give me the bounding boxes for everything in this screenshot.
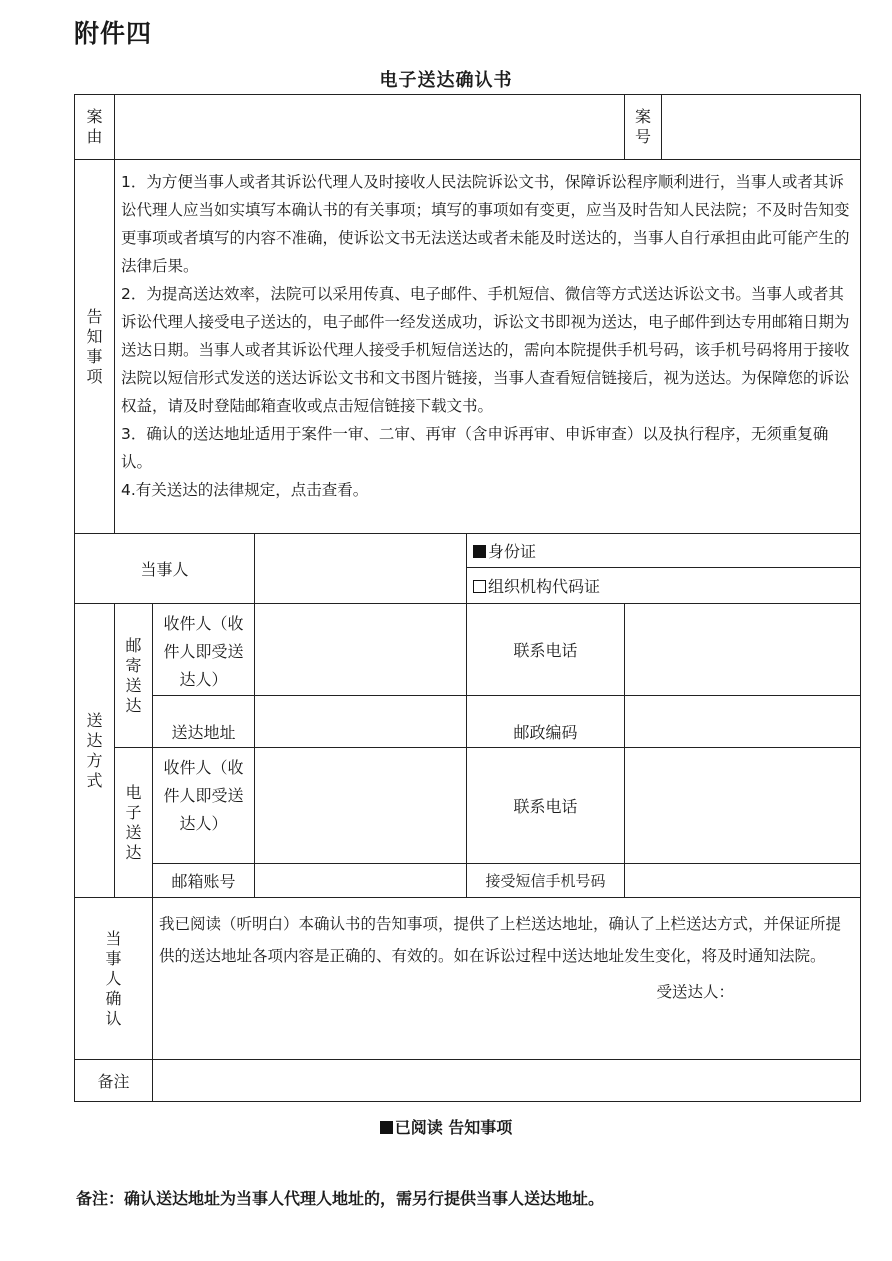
postal-address-field[interactable] xyxy=(255,696,467,748)
postcode-field[interactable] xyxy=(625,696,861,748)
delivery-method-label: 送达方式 xyxy=(86,710,103,790)
email-label-cell xyxy=(153,864,255,898)
notice-item-2: 2．为提高送达效率，法院可以采用传真、电子邮件、手机短信、微信等方式送达诉讼文书。当事人或者其诉讼代理人接受电子送达的，电子邮件一经发送成功，诉讼文书即视为送达，电子邮件到达专用邮箱日期为送达日期。当事人或者其诉讼代理人接受手机短信送达的，需向本院提供手机号码，该手机号码将用于接收法院以短信形式发送的送达诉讼文书和文书图片链接，当事人查看短信链接后，视为送达。为保障您的诉讼权益，请及时登陆邮箱查收或点击短信链接下载文书。 xyxy=(121,285,850,415)
postal-delivery-label: 邮寄送达 xyxy=(125,635,142,715)
party-label: 当事人 xyxy=(140,560,189,579)
notice-label-cell xyxy=(75,160,115,534)
electronic-recipient-field[interactable] xyxy=(255,748,467,864)
postal-phone-label: 联系电话 xyxy=(513,641,578,660)
delivery-confirmation-form xyxy=(74,94,861,1102)
case-cause-field[interactable] xyxy=(115,95,625,160)
postcode-label: 邮政编码 xyxy=(513,723,578,742)
case-number-label-cell xyxy=(625,95,662,159)
read-notice-label: 已阅读 告知事项 xyxy=(394,1118,513,1137)
sms-label: 接受短信手机号码 xyxy=(485,872,606,890)
confirmation-label-cell xyxy=(75,898,153,1060)
confirmation-text: 我已阅读（听明白）本确认书的告知事项，提供了上栏送达地址，确认了上栏送达方式，并保证所提供的送达地址各项内容是正确的、有效的。如在诉讼过程中送达地址发生变化，将及时通知法院。 xyxy=(159,915,842,965)
notice-item-4[interactable]: 4.有关送达的法律规定，点击查看。 xyxy=(121,481,369,499)
footer-note: 备注：确认送达地址为当事人代理人地址的，需另行提供当事人送达地址。 xyxy=(76,1189,605,1208)
case-number-wrapper xyxy=(625,95,861,160)
checked-square-icon[interactable] xyxy=(380,1121,393,1134)
notice-content xyxy=(115,160,861,534)
confirmation-label: 当事人确认 xyxy=(105,928,122,1028)
postal-phone-field[interactable] xyxy=(625,604,861,696)
electronic-delivery-label: 电子送达 xyxy=(125,782,142,862)
form-title: 电子送达确认书 xyxy=(379,70,513,91)
electronic-delivery-label-cell xyxy=(115,748,153,898)
remarks-label: 备注 xyxy=(97,1072,130,1091)
electronic-recipient-label-cell xyxy=(153,748,255,864)
electronic-recipient-label: 收件人（收件人即受送达人） xyxy=(163,758,244,833)
remarks-field[interactable] xyxy=(153,1060,861,1102)
postal-address-label: 送达地址 xyxy=(171,723,236,742)
sms-field[interactable] xyxy=(625,864,861,898)
case-cause-label-cell xyxy=(75,95,115,160)
checked-square-icon[interactable] xyxy=(473,545,486,558)
unchecked-square-icon[interactable] xyxy=(473,580,486,593)
id-card-option[interactable] xyxy=(467,534,861,568)
case-cause-label: 案由 xyxy=(86,107,103,146)
electronic-phone-label-cell xyxy=(467,748,625,864)
notice-item-1: 1．为方便当事人或者其诉讼代理人及时接收人民法院诉讼文书，保障诉讼程序顺利进行，当事人或者其诉讼代理人应当如实填写本确认书的有关事项；填写的事项如有变更，应当及时告知人民法院；不及时告知变更事项或者填写的内容不准确，使诉讼文书无法送达或者未能及时送达的，当事人自行承担由此可能产生的法律后果。 xyxy=(121,173,850,275)
party-name-field[interactable] xyxy=(255,534,467,604)
notice-item-3: 3．确认的送达地址适用于案件一审、二审、再审（含申诉再审、申诉审查）以及执行程序，无须重复确认。 xyxy=(121,425,829,471)
postal-phone-label-cell xyxy=(467,604,625,696)
case-number-field[interactable] xyxy=(662,95,861,159)
postal-recipient-label: 收件人（收件人即受送达人） xyxy=(163,614,244,689)
party-label-cell xyxy=(75,534,255,604)
case-number-label: 案号 xyxy=(634,107,651,146)
postal-address-label-cell xyxy=(153,696,255,748)
postal-delivery-label-cell xyxy=(115,604,153,748)
org-code-option[interactable] xyxy=(467,568,861,604)
postal-recipient-label-cell xyxy=(153,604,255,696)
postal-recipient-field[interactable] xyxy=(255,604,467,696)
email-field[interactable] xyxy=(255,864,467,898)
email-label: 邮箱账号 xyxy=(171,872,236,891)
electronic-phone-label: 联系电话 xyxy=(513,797,578,816)
signature-label: 受送达人： xyxy=(656,983,734,1001)
org-code-label: 组织机构代码证 xyxy=(488,577,601,596)
delivery-method-label-cell xyxy=(75,604,115,898)
postcode-label-cell xyxy=(467,696,625,748)
attachment-label: 附件四 xyxy=(74,19,153,48)
sms-label-cell xyxy=(467,864,625,898)
id-card-label: 身份证 xyxy=(488,542,537,561)
confirmation-content xyxy=(153,898,861,1060)
electronic-phone-field[interactable] xyxy=(625,748,861,864)
notice-label: 告知事项 xyxy=(86,306,103,386)
remarks-label-cell xyxy=(75,1060,153,1102)
read-notice-option[interactable] xyxy=(0,1115,892,1138)
